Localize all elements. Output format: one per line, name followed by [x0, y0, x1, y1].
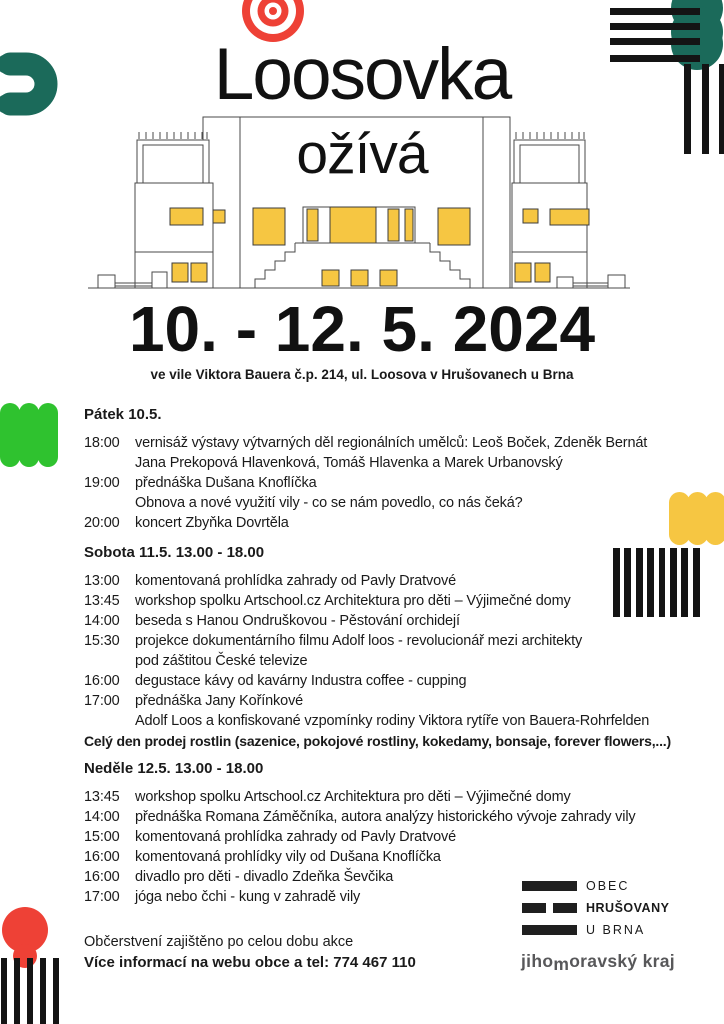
poster-title: Loosovka: [213, 34, 511, 115]
schedule-text: komentovaná prohlídky vily od Dušana Knoflíčka: [135, 849, 441, 865]
day-header: Pátek 10.5.: [84, 406, 162, 423]
schedule-text: přednáška Jany Kořínkové: [135, 693, 304, 709]
schedule-row: [84, 631, 696, 651]
schedule-time: 17:00: [84, 693, 120, 709]
schedule-row: [84, 493, 696, 513]
schedule-text: pod záštitou České televize: [135, 653, 308, 669]
schedule-text: komentovaná prohlídka zahrady od Pavly Dratvové: [135, 829, 456, 845]
yellow-blob-icon: [669, 492, 724, 545]
schedule-text: přednáška Romana Záměčníka, autora analýzy historického vývoje zahrady vily: [135, 809, 636, 825]
logo-bar: [522, 925, 577, 935]
schedule-row: [84, 473, 696, 493]
schedule-time: 18:00: [84, 435, 120, 451]
schedule-text: jóga nebo čchi - kung v zahradě vily: [135, 889, 361, 905]
event-dates: 10. - 12. 5. 2024: [128, 293, 596, 365]
schedule-text: vernisáž výstavy výtvarných děl regionálních umělců: Leoš Boček, Zdeněk Bernát: [135, 435, 648, 451]
schedule-time: 15:30: [84, 633, 120, 649]
logo-bar: [553, 903, 577, 913]
schedule-text: Obnova a nové využití vily - co se nám povedlo, co nás čeká?: [135, 495, 523, 511]
schedule-text: koncert Zbyňka Dovrtěla: [135, 515, 289, 531]
day-header: Neděle 12.5. 13.00 - 18.00: [84, 760, 264, 777]
schedule-text: beseda s Hanou Ondruškovou - Pěstování orchidejí: [135, 613, 460, 629]
schedule-text: degustace kávy od kavárny Industra coffee - cupping: [135, 673, 467, 689]
obec-hrusovany-logo: [522, 881, 669, 947]
logo-bar: [522, 903, 546, 913]
schedule-row: [84, 711, 696, 731]
schedule-time: 20:00: [84, 515, 120, 531]
schedule-row: [84, 827, 696, 847]
schedule-time: 13:00: [84, 573, 120, 589]
schedule-row: [84, 611, 696, 631]
schedule-row: [84, 671, 696, 691]
schedule-time: 13:45: [84, 593, 120, 609]
schedule-time: 16:00: [84, 673, 120, 689]
logo-bar: [522, 881, 577, 891]
schedule-saturday: [84, 544, 696, 751]
schedule-text: divadlo pro děti - divadlo Zdeňka Ševčika: [135, 869, 394, 885]
schedule-text: workshop spolku Artschool.cz Architektura pro děti – Výjimečné domy: [135, 789, 571, 805]
event-venue: ve vile Viktora Bauera č.p. 214, ul. Loosova v Hrušovanech u Brna: [150, 367, 574, 382]
schedule-text: přednáška Dušana Knoflíčka: [135, 475, 317, 491]
logo-text-obec: OBEC: [586, 879, 630, 893]
all-day-note: Celý den prodej rostlin (sazenice, pokojové rostliny, kokedamy, bonsaje, forever flowers,...): [84, 733, 671, 749]
schedule-text: Adolf Loos a konfiskované vzpomínky rodiny Viktora rytíře von Bauera-Rohrfelden: [135, 713, 650, 729]
info-contact: Více informací na webu obce a tel: 774 467 110: [84, 954, 416, 971]
schedule-time: 15:00: [84, 829, 120, 845]
lowered-m: m: [553, 954, 570, 974]
schedule-row: [84, 453, 696, 473]
schedule-time: 17:00: [84, 889, 120, 905]
green-blob-icon: [0, 403, 58, 467]
schedule-row: [84, 571, 696, 591]
poster-title-line2: ožívá: [296, 122, 428, 186]
red-blob-bars-icon: [0, 906, 62, 1024]
schedule-friday: [84, 406, 696, 533]
schedule-time: 14:00: [84, 809, 120, 825]
day-header: Sobota 11.5. 13.00 - 18.00: [84, 544, 265, 561]
schedule-text: komentovaná prohlídka zahrady od Pavly Dratvové: [135, 573, 456, 589]
schedule-row: [84, 591, 696, 611]
schedule-time: 14:00: [84, 613, 120, 629]
schedule-text: Jana Prekopová Hlavenková, Tomáš Hlavenka a Marek Urbanovský: [135, 455, 563, 471]
schedule-text: workshop spolku Artschool.cz Architektura pro děti – Výjimečné domy: [135, 593, 571, 609]
schedule-row: [84, 651, 696, 671]
logo-text-hrusovany: HRUŠOVANY: [586, 901, 670, 915]
schedule-row: [84, 787, 696, 807]
schedule-row: [84, 433, 696, 453]
schedule-text: projekce dokumentárního filmu Adolf loos - revolucionář mezi architekty: [135, 633, 583, 649]
schedule-row: [84, 847, 696, 867]
schedule-row: [84, 807, 696, 827]
logo-text-ubrna: U BRNA: [586, 923, 646, 937]
schedule-time: 16:00: [84, 849, 120, 865]
schedule-time: 13:45: [84, 789, 120, 805]
schedule-row: [84, 513, 696, 533]
schedule-row: [84, 691, 696, 711]
refreshments-note: Občerstvení zajištěno po celou dobu akce: [84, 934, 354, 950]
schedule-time: 19:00: [84, 475, 120, 491]
jihomoravsky-kraj-logo: jihomoravský kraj: [521, 951, 675, 974]
schedule-time: 16:00: [84, 869, 120, 885]
